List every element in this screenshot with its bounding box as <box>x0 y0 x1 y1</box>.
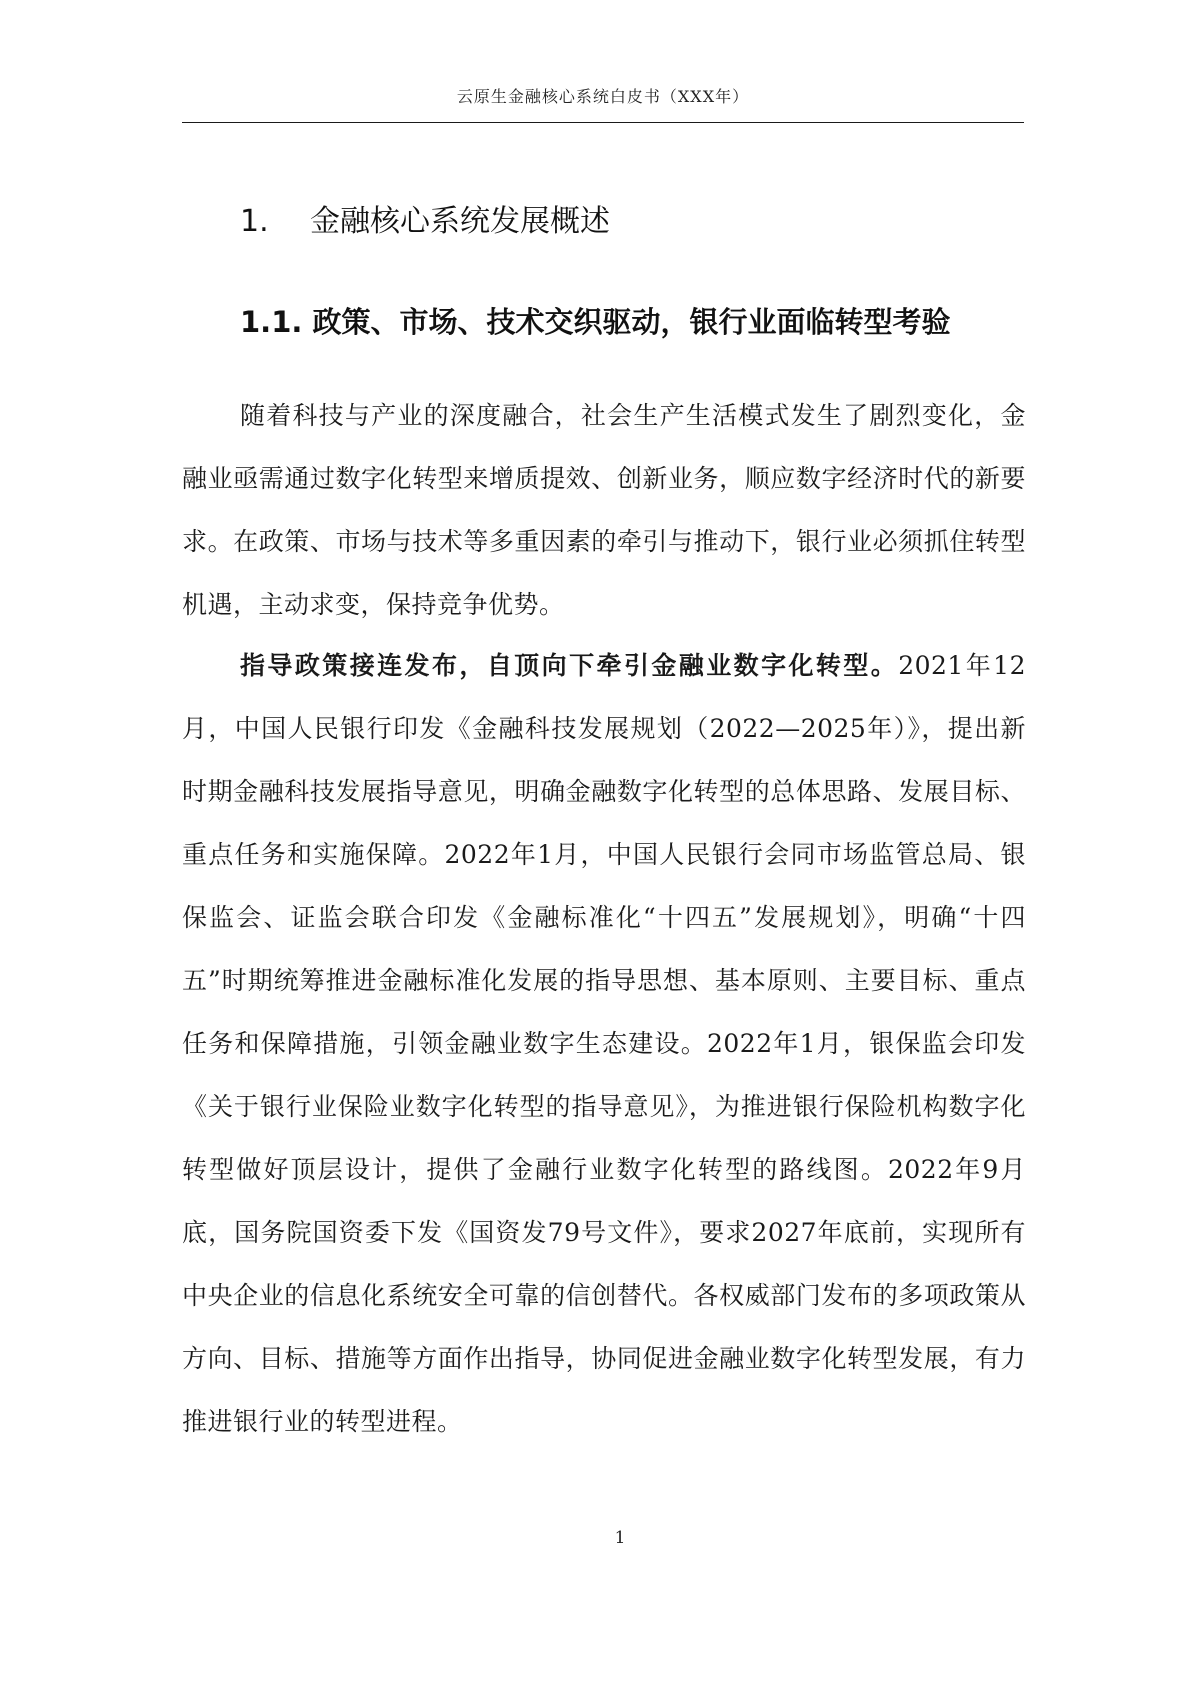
paragraph-text: 2021年12月，中国人民银行印发《金融科技发展规划（2022—2025年）》，提出新时期金融科技发展指导意见，明确金融数字化转型的总体思路、发展目标、重点任务和实施保障。2022年1月，中国人民银行会同市场监管总局、银保监会、证监会联合印发《金融标准化“十四五”发展规划》，明确“十四五”时期统筹推进金融标准化发展的指导思想、基本原则、主要目标、重点任务和保障措施，引领金融业数字生态建设。2022年1月，银保监会印发《关于银行业保险业数字化转型的指导意见》，为推进银行保险机构数字化转型做好顶层设计，提供了金融行业数字化转型的路线图。2022年9月底，国务院国资委下发《国资发79号文件》，要求2027年底前，实现所有中央企业的信息化系统安全可靠的信创替代。各权威部门发布的多项政策从方向、目标、措施等方面作出指导，协同促进金融业数字化转型发展，有力推进银行业的转型进程。 <box>182 651 1026 1436</box>
subsection-number: 1.1. <box>240 305 303 339</box>
section-title: 金融核心系统发展概述 <box>310 204 610 239</box>
paragraph-lead: 指导政策接连发布，自顶向下牵引金融业数字化转型。 <box>240 651 899 680</box>
paragraph-text: 随着科技与产业的深度融合，社会生产生活模式发生了剧烈变化，金融业亟需通过数字化转型来增质提效、创新业务，顺应数字经济时代的新要求。在政策、市场与技术等多重因素的牵引与推动下，银行业必须抓住转型机遇，主动求变，保持竞争优势。 <box>182 401 1026 619</box>
paragraph-policy <box>182 634 1026 1453</box>
paragraph-intro <box>182 384 1026 636</box>
section-heading <box>240 196 610 240</box>
page-number: 1 <box>614 1528 626 1548</box>
running-header: 云原生金融核心系统白皮书（XXX年） <box>456 87 750 106</box>
subsection-title: 政策、市场、技术交织驱动，银行业面临转型考验 <box>312 305 951 339</box>
section-number: 1. <box>240 204 269 239</box>
header-rule <box>182 122 1024 123</box>
subsection-heading <box>240 300 951 341</box>
